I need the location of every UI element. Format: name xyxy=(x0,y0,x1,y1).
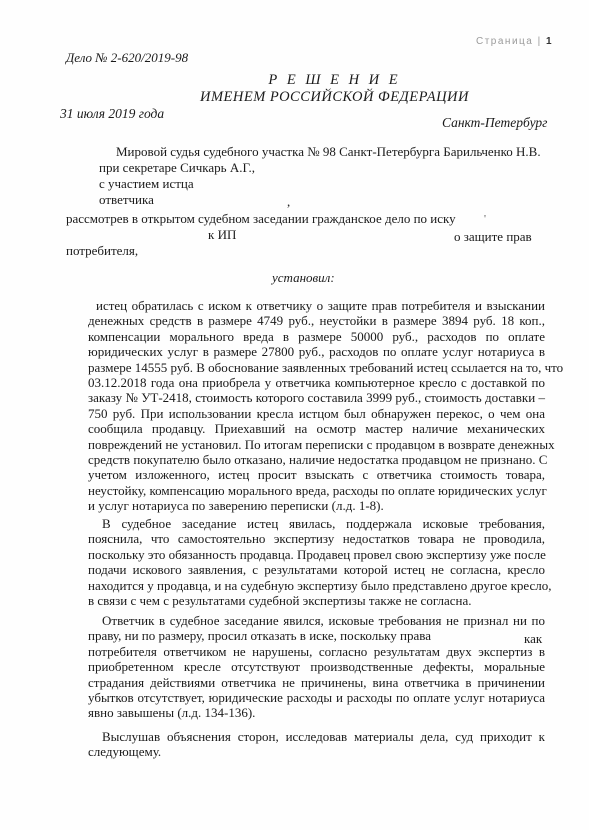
paragraph-line: явно завышены (л.д. 134-136). xyxy=(88,705,256,721)
paragraph-line: убытков отсутствует, юридические расходы и расходы по оплате услуг нотариуса xyxy=(88,690,545,706)
paragraph-line: праву, ни по размеру, просил отказать в иске, поскольку права xyxy=(88,628,431,644)
paragraph-line: юридических услуг в размере 27800 руб., расходов по оплате услуг нотариуса в xyxy=(88,344,545,360)
paragraph-line: страдания действиями ответчика не причинены, вина ответчика в причинении xyxy=(88,674,545,690)
decision-city: Санкт-Петербург xyxy=(442,115,548,130)
paragraph-defendant xyxy=(88,613,545,721)
paragraph-line: 03.12.2018 года она приобрела у ответчика компьютерное кресло с доставкой по xyxy=(88,375,545,391)
paragraph-line: приобретенном кресле отсутствуют производственные дефекты, моральные xyxy=(88,659,545,675)
decision-date: 31 июля 2019 года xyxy=(60,106,165,121)
paragraph-line: денежных средств в размере 4749 руб., неустойки в размере 3894 руб. 18 коп., xyxy=(88,313,545,329)
secretary-line: при секретаре Сичкарь А.Г., xyxy=(99,160,255,175)
paragraph-line: пояснила, что самостоятельно экспертизу недостатков товара не проводила, xyxy=(88,531,545,547)
paragraph-line: и услуг нотариуса по заверению переписки (л.д. 1-8). xyxy=(88,498,384,514)
page-label: Страница xyxy=(476,36,534,47)
paragraph-claim xyxy=(88,298,564,514)
paragraph-line: находится у продавца, и на судебную экспертизу было представлено другое кресло, xyxy=(88,577,552,593)
defendant-aside-word: как xyxy=(524,631,543,646)
paragraph-line: неустойку, компенсацию морального вреда, расходы по оплате юридических услуг xyxy=(88,482,547,498)
considered-marker: ' xyxy=(484,213,486,225)
paragraph-line: размере 14555 руб. В обоснование заявленных требований истец ссылается на то, что xyxy=(88,359,564,375)
paragraph-line: подачи искового заявления, с результатами которой истец не согласна, кресло xyxy=(88,562,545,578)
judge-line: Мировой судья судебного участка № 98 Санкт-Петербурга Барильченко Н.В. xyxy=(116,144,541,159)
paragraph-plaintiff xyxy=(88,516,552,609)
considered-line: рассмотрев в открытом судебном заседании гражданское дело по иску xyxy=(66,211,456,226)
paragraph-line: Выслушав объяснения сторон, исследовав материалы дела, суд приходит к xyxy=(102,729,545,744)
paragraph-line: средств покупателю было отказано, наличие недостатка продавцом не признано. С xyxy=(88,452,548,468)
protection-text: о защите прав xyxy=(454,229,532,244)
paragraph-line: 750 руб. При использовании кресла истцом был обнаружен перекос, о чем она xyxy=(88,405,545,421)
paragraph-line: Ответчик в судебное заседание явился, исковые требования не признал ни по xyxy=(102,613,545,628)
defendant-line: ответчика xyxy=(99,192,154,207)
paragraph-line: компенсации морального вреда в размере 50000 руб., расходов по оплате xyxy=(88,328,545,344)
paragraph-line: заказу № УТ-2418, стоимость которого составила 3999 руб., стоимость доставки – xyxy=(88,390,545,406)
paragraph-line: в связи с чем с результатами судебной экспертизы также не согласна. xyxy=(88,593,472,609)
paragraph-line: В судебное заседание истец явилась, поддержала исковые требования, xyxy=(102,516,545,531)
case-number: Дело № 2-620/2019-98 xyxy=(66,50,189,65)
defendant-comma: , xyxy=(287,194,291,209)
consumers-text: потребителя, xyxy=(66,243,139,258)
page-number: 1 xyxy=(545,36,552,47)
page-number-header: Страница | 1 xyxy=(476,36,552,47)
established-heading: установил: xyxy=(272,270,335,285)
paragraph-line: потребителя ответчиком не нарушены, согласно результатам двух экспертиз в xyxy=(88,643,545,659)
paragraph-line: повреждений не установил. По итогам переписки с продавцом в возврате денежных xyxy=(88,436,555,452)
document-title: Р Е Ш Е Н И Е xyxy=(268,72,401,88)
document-subtitle: ИМЕНЕМ РОССИЙСКОЙ ФЕДЕРАЦИИ xyxy=(199,89,469,105)
paragraph-line: истец обратилась с иском к ответчику о защите прав потребителя и взыскании xyxy=(96,298,545,313)
paragraph-line: поскольку это обязанность продавца. Продавец провел свою экспертизу уже после xyxy=(88,546,546,562)
to-ip-text: к ИП xyxy=(208,227,237,242)
paragraph-line: сообщила продавцу. Приехавший на осмотр мастер наличие механических xyxy=(88,421,545,437)
plaintiff-line: с участием истца xyxy=(99,176,194,191)
paragraph-conclusion xyxy=(88,729,545,760)
paragraph-line: учетом изложенного, истец просит взыскать с ответчика стоимость товара, xyxy=(88,467,545,483)
paragraph-line: следующему. xyxy=(88,744,162,760)
